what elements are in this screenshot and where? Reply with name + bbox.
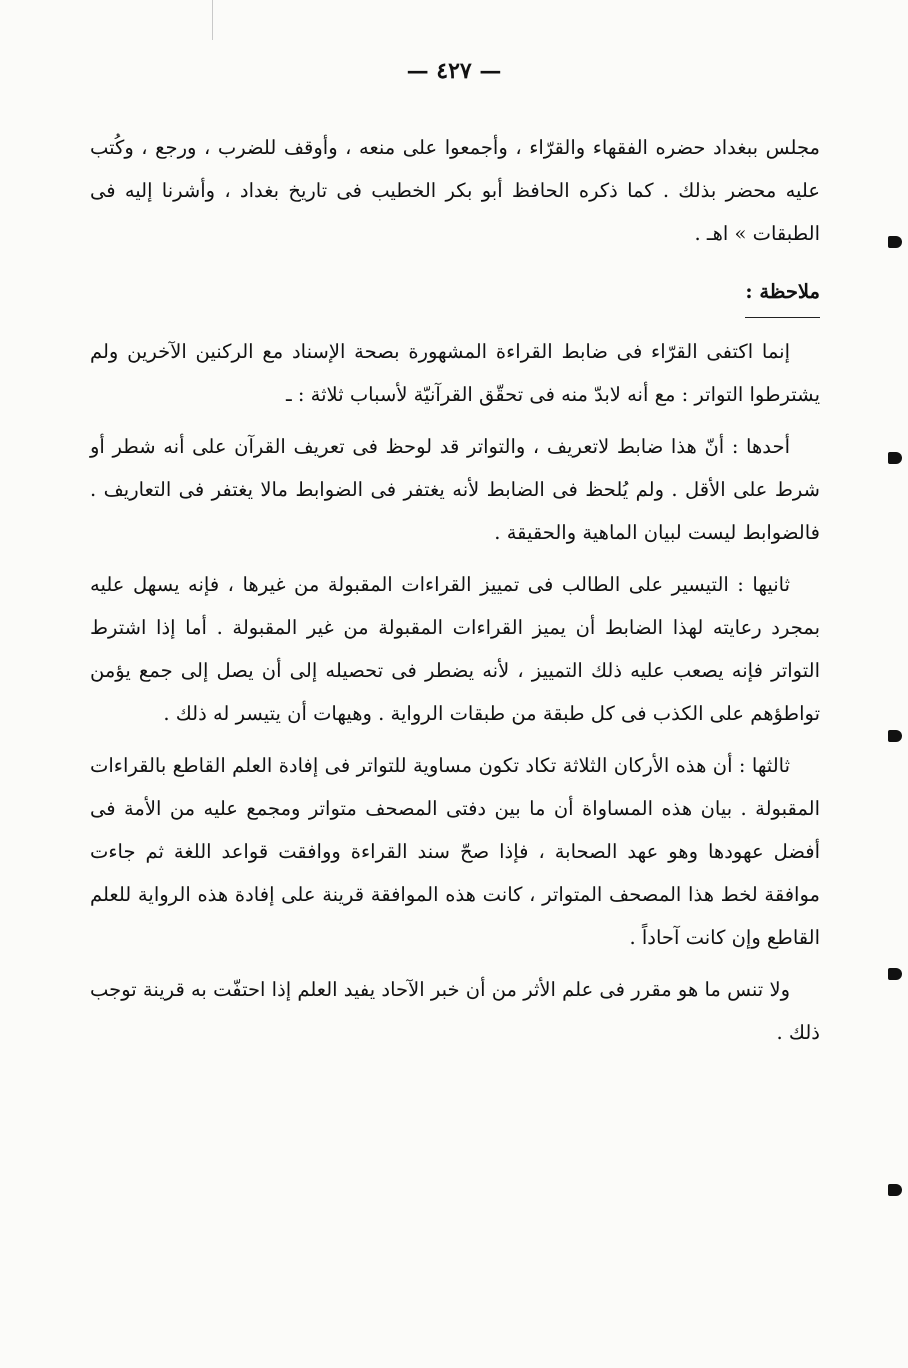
binding-mark <box>888 452 902 464</box>
section-heading: ملاحظة : <box>745 270 820 318</box>
body-text <box>90 126 820 1063</box>
binding-mark <box>888 730 902 742</box>
heading-wrapper <box>90 264 820 330</box>
paragraph-third-reason: ثالثها : أن هذه الأركان الثلاثة تكاد تكون مساوية للتواتر فى إفادة العلم القاطع بالقراءات المقبولة . بيان هذه المساواة أن ما بين دفتى المصحف متواتر ومجمع عليه من الأمة فى أفضل عهودها وهو عهد الصحابة ، فإذا صحّ سند القراءة ووافقت قواعد اللغة ثم جاءت موافقة لخط هذا المصحف المتواتر ، كانت هذه الموافقة قرينة على إفادة هذه الرواية للعلم القاطع وإن كانت آحاداً . <box>90 754 820 949</box>
paragraph-continuation: مجلس ببغداد حضره الفقهاء والقرّاء ، وأجمعوا على منعه ، وأوقف للضرب ، ورجع ، وكُتب عليه محضر بذلك . كما ذكره الحافظ أبو بكر الخطيب فى تاريخ بغداد ، وأشرنا إليه فى الطبقات » اهـ . <box>90 136 820 245</box>
binding-mark <box>888 968 902 980</box>
paragraph-intro: إنما اكتفى القرّاء فى ضابط القراءة المشهورة بصحة الإسناد مع الركنين الآخرين ولم يشترطوا التواتر : مع أنه لابدّ منه فى تحقّق القرآنيّة لأسباب ثلاثة : ـ <box>90 340 820 406</box>
binding-mark <box>888 236 902 248</box>
scan-artifact-line <box>212 0 213 40</box>
paragraph-first-reason: أحدها : أنّ هذا ضابط لاتعريف ، والتواتر قد لوحظ فى تعريف القرآن على أنه شطر أو شرط على الأقل . ولم يُلحظ فى الضابط لأنه يغتفر فى الضوابط مالا يغتفر فى التعاريف . فالضوابط ليست لبيان الماهية والحقيقة . <box>90 435 820 544</box>
page-number: — ٤٢٧ — <box>406 58 502 84</box>
paragraph-second-reason: ثانيها : التيسير على الطالب فى تمييز القراءات المقبولة من غيرها ، فإنه يسهل عليه بمجرد رعايته لهذا الضابط أن يميز القراءات المقبولة من غير المقبولة . أما إذا اشترط التواتر فإنه يصعب عليه ذلك التمييز ، لأنه يضطر فى تحصيله إلى أن يصل إلى جمع يؤمن تواطؤهم على الكذب فى كل طبقة من طبقات الرواية . وهيهات أن يتيسر له ذلك . <box>90 573 820 725</box>
paragraph-closing: ولا تنس ما هو مقرر فى علم الأثر من أن خبر الآحاد يفيد العلم إذا احتفّت به قرينة توجب ذلك . <box>90 978 820 1044</box>
binding-mark <box>888 1184 902 1196</box>
